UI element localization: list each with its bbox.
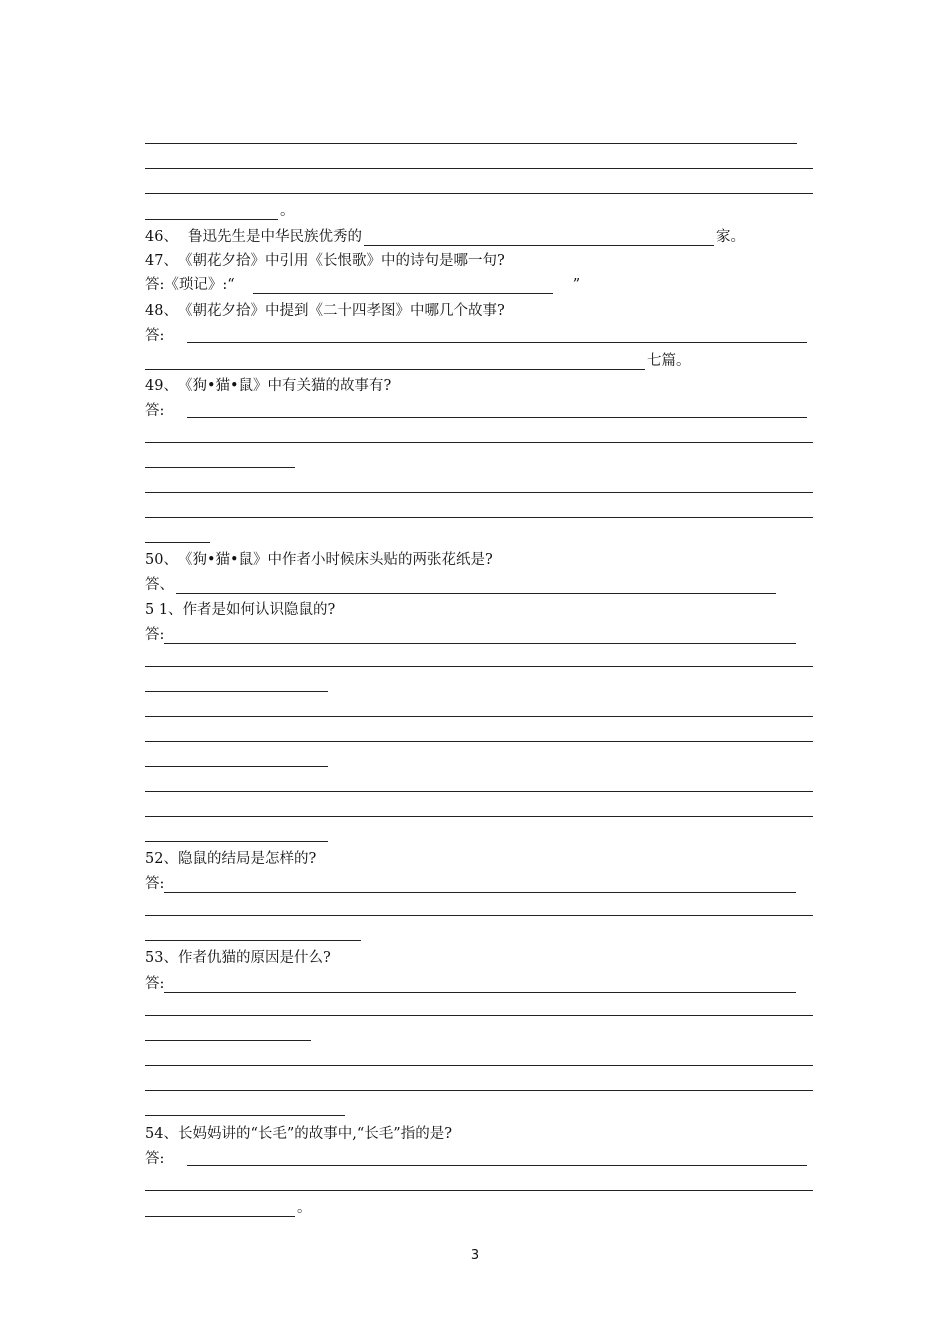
question-number: 47、 [145, 253, 178, 269]
question-number: 46、 [145, 229, 178, 245]
question-number: 48、 [145, 303, 178, 319]
line-end-mark: 。 [280, 203, 295, 219]
question-49 [145, 377, 391, 395]
answer-label: 答: [145, 403, 165, 419]
line-end-mark: 。 [297, 1200, 312, 1216]
answer-blank[interactable] [145, 355, 645, 370]
answer-line[interactable] [145, 816, 813, 817]
answer-line[interactable] [145, 841, 328, 842]
question-50 [145, 551, 493, 569]
answer-line[interactable] [145, 1190, 813, 1191]
answer-line[interactable] [145, 691, 328, 692]
question-number: 50、 [145, 552, 178, 568]
answer-line[interactable] [145, 1090, 813, 1091]
question-text: 作者是如何认识隐鼠的? [182, 602, 336, 618]
question-number: 53、 [145, 950, 178, 966]
question-number: 5 1、 [145, 602, 183, 618]
answer-blank[interactable] [164, 878, 796, 893]
question-text-after: 家。 [715, 229, 745, 245]
answer-line[interactable] [145, 940, 361, 941]
question-51 [145, 601, 335, 619]
answer-line[interactable] [187, 417, 807, 418]
quote-close: ” [572, 277, 581, 293]
answer-line [145, 143, 797, 144]
answer-line [145, 193, 813, 194]
question-text: 鲁迅先生是中华民族优秀的 [187, 229, 362, 245]
question-text: 长妈妈讲的“长毛”的故事中,“长毛”指的是? [177, 1126, 452, 1142]
answer-line[interactable] [145, 791, 813, 792]
answer-line[interactable] [145, 716, 813, 717]
answer-label: 答: [145, 876, 165, 892]
answer-line[interactable] [145, 1115, 345, 1116]
answer-51 [145, 626, 798, 644]
answer-blank[interactable] [364, 231, 714, 246]
answer-line-end [145, 202, 295, 220]
answer-line-end [145, 1199, 312, 1217]
answer-line[interactable] [145, 915, 813, 916]
answer-blank[interactable] [164, 629, 796, 644]
question-46 [145, 228, 745, 246]
answer-52 [145, 875, 798, 893]
question-47 [145, 252, 505, 270]
question-number: 52、 [145, 851, 178, 867]
answer-line[interactable] [145, 1065, 813, 1066]
answer-line[interactable] [145, 1015, 813, 1016]
answer-tail: 七篇。 [647, 353, 691, 369]
answer-line[interactable] [145, 542, 210, 543]
question-52 [145, 850, 316, 868]
answer-53 [145, 975, 798, 993]
answer-48 [145, 327, 164, 345]
answer-label: 答: [145, 328, 165, 344]
answer-label: 答: [145, 976, 165, 992]
question-text: 《狗•猫•鼠》中有关猫的故事有? [177, 378, 392, 394]
answer-line[interactable] [145, 741, 813, 742]
answer-line[interactable] [145, 1040, 311, 1041]
question-text: 《狗•猫•鼠》中作者小时候床头贴的两张花纸是? [177, 552, 493, 568]
question-text: 《朝花夕拾》中引用《长恨歌》中的诗句是哪一句? [177, 253, 505, 269]
question-48 [145, 302, 505, 320]
question-text: 《朝花夕拾》中提到《二十四孝图》中哪几个故事? [177, 303, 505, 319]
answer-line[interactable] [145, 442, 813, 443]
answer-line [145, 168, 813, 169]
question-number: 49、 [145, 378, 178, 394]
question-text: 隐鼠的结局是怎样的? [177, 851, 317, 867]
answer-49 [145, 402, 164, 420]
page-number: 3 [470, 1248, 480, 1263]
answer-47 [145, 276, 580, 294]
answer-blank[interactable] [164, 978, 796, 993]
answer-54 [145, 1150, 164, 1168]
question-53 [145, 949, 331, 967]
answer-line[interactable] [145, 492, 813, 493]
answer-line[interactable] [187, 1165, 807, 1166]
answer-line[interactable] [145, 766, 328, 767]
answer-label: 答:《琐记》:“ [145, 277, 235, 293]
answer-48-line2 [145, 352, 691, 370]
answer-50 [145, 576, 778, 594]
answer-line[interactable] [145, 467, 295, 468]
answer-label: 答: [145, 1151, 165, 1167]
question-number: 54、 [145, 1126, 178, 1142]
answer-line[interactable] [145, 517, 813, 518]
question-54 [145, 1125, 452, 1143]
answer-line[interactable] [145, 666, 813, 667]
answer-blank[interactable] [176, 579, 776, 594]
answer-blank[interactable] [253, 279, 553, 294]
answer-blank[interactable] [145, 1202, 295, 1217]
answer-line[interactable] [187, 342, 807, 343]
answer-label: 答、 [145, 577, 174, 593]
answer-label: 答: [145, 627, 165, 643]
question-text: 作者仇猫的原因是什么? [177, 950, 331, 966]
